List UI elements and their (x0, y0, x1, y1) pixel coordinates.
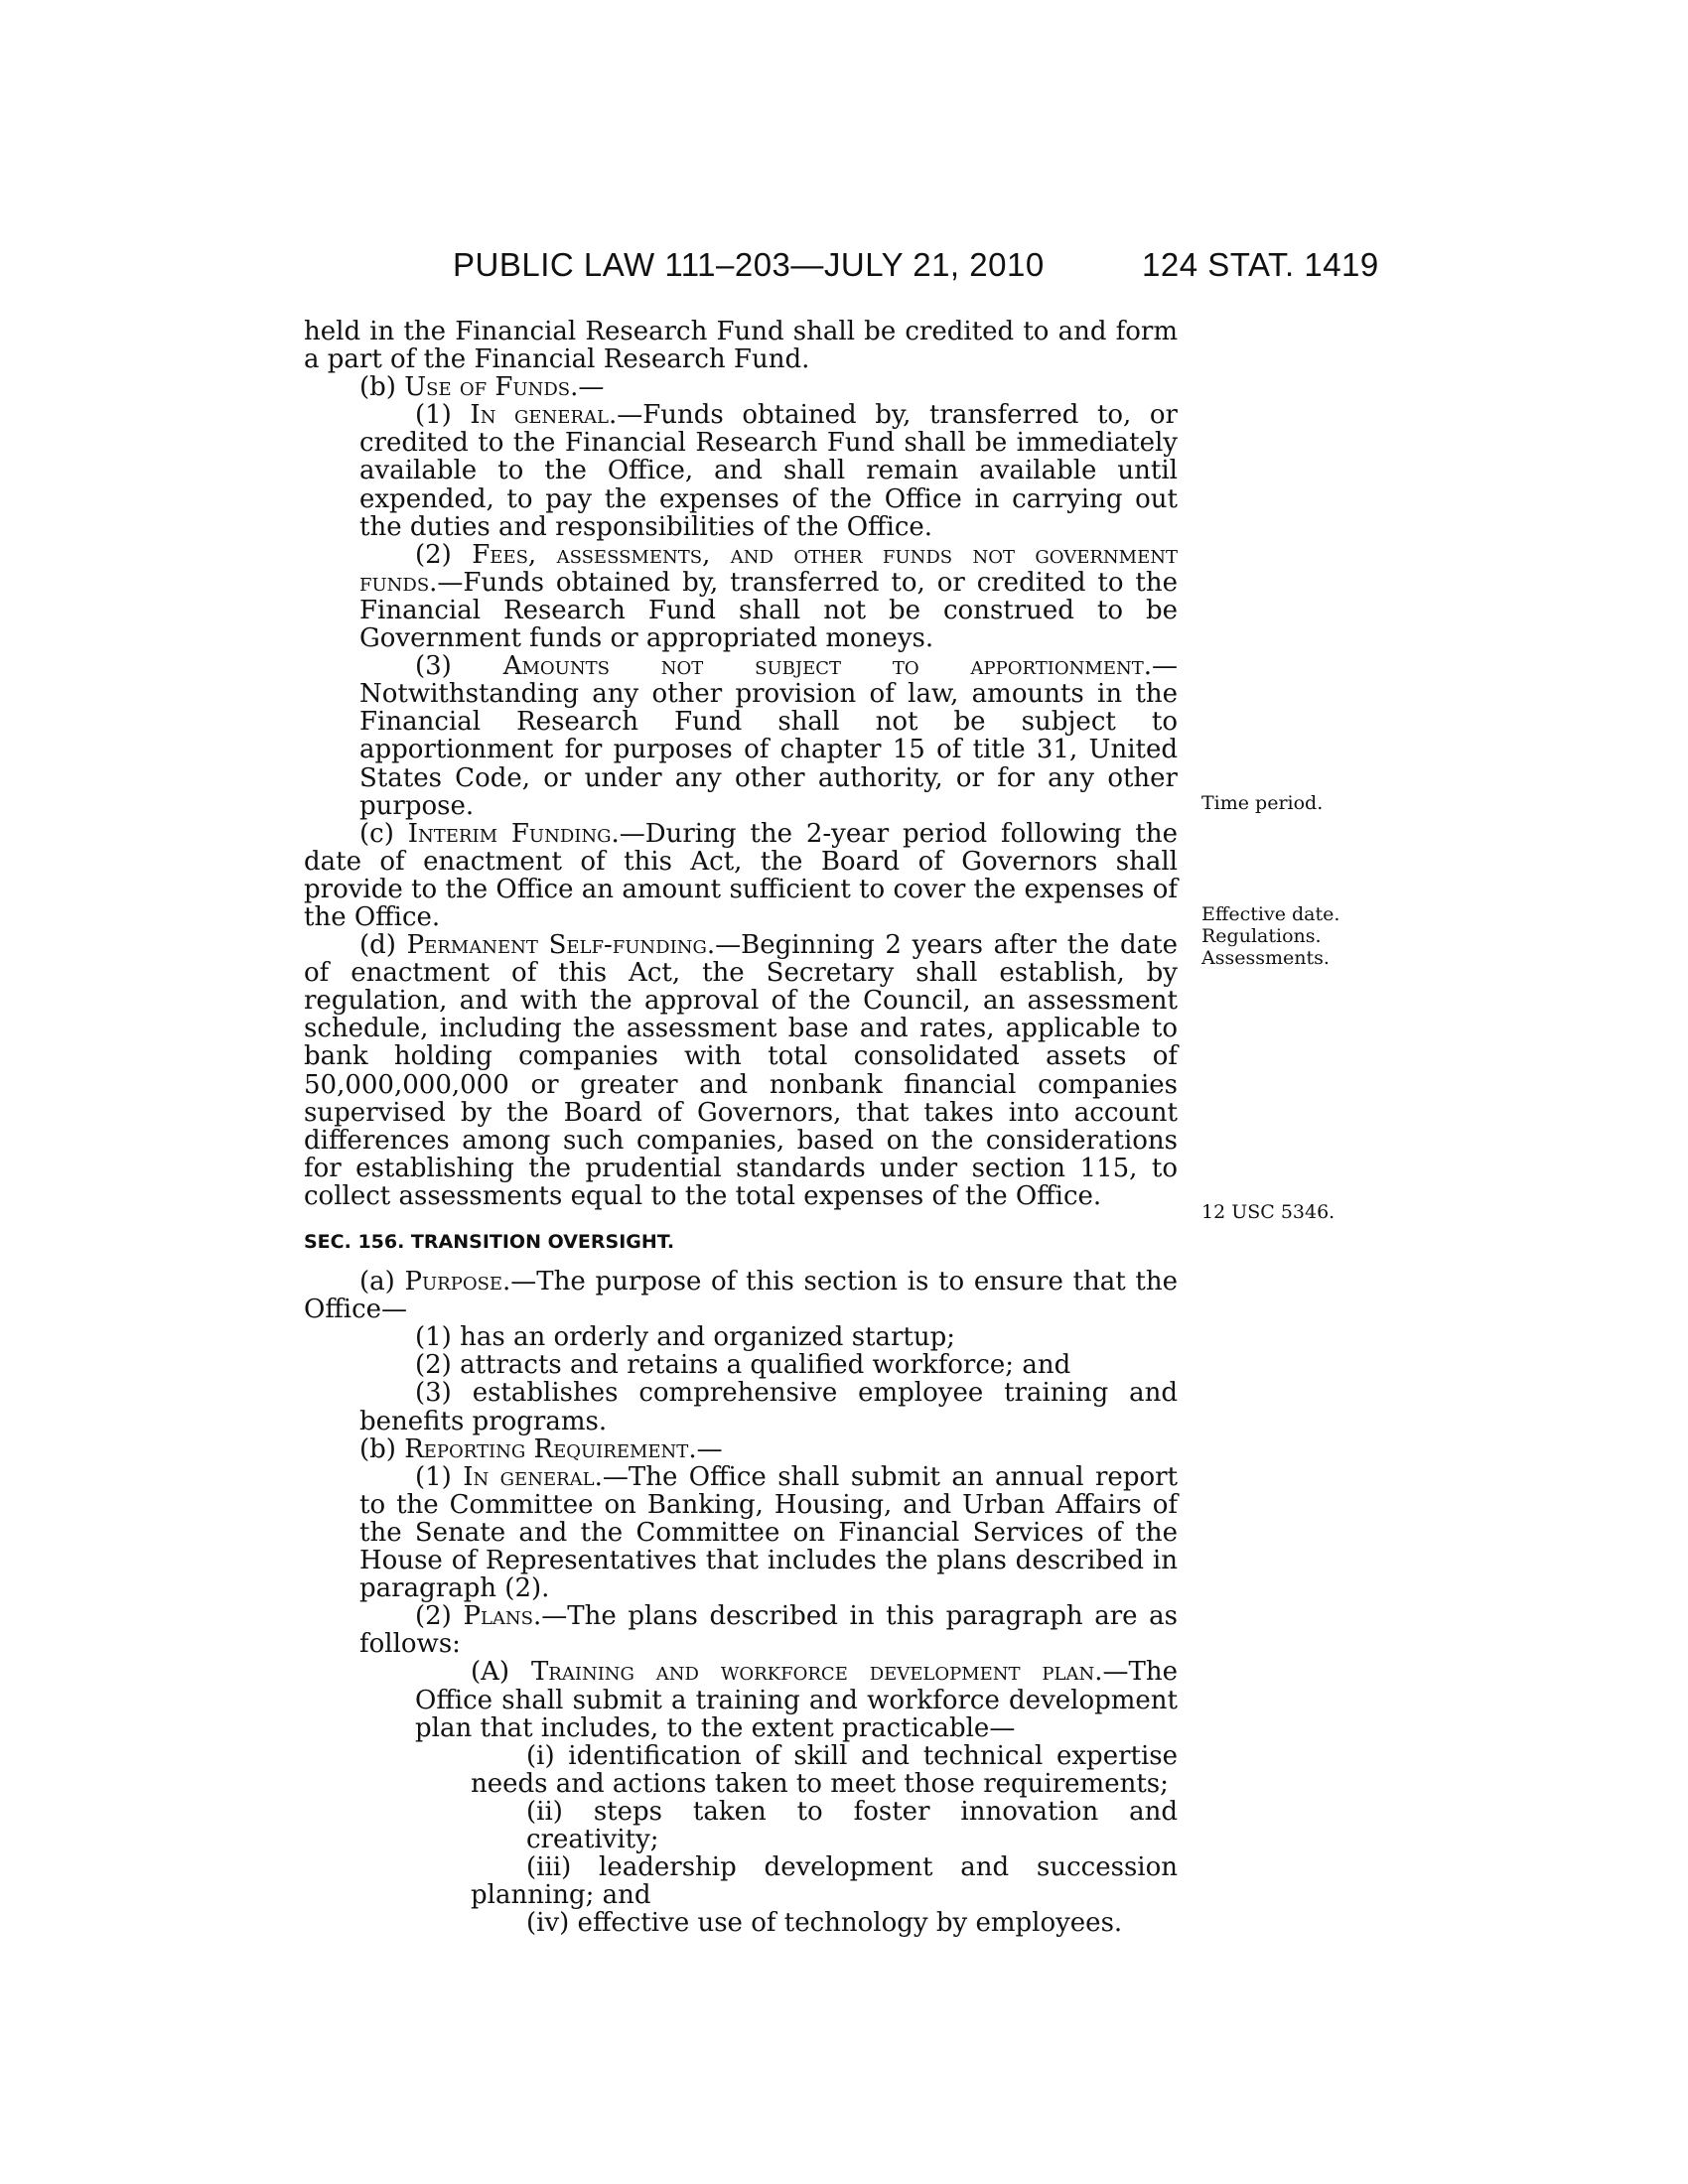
subparagraph-A-title: Training and workforce development plan (530, 1657, 1095, 1688)
list-item-a2: (2) attracts and retains a qualified workforce; and (415, 1350, 1071, 1381)
paragraph-sb1: (1) In general.—The Office shall submit an annual report to the Committee on Banking, Housing, and Urban Affairs of the Senate and the Committee on Financial Services of the House of Representatives that includes the plans described in paragraph (2). (359, 1461, 1178, 1604)
page-header-title: PUBLIC LAW 111–203—JULY 21, 2010 (453, 246, 1045, 283)
subsection-b-reporting-title: Reporting Requirement (404, 1433, 689, 1464)
subsection-c: (c) Interim Funding.—During the 2-year period following the date of enactment of this Act, the Board of Governors shall provide to the Office an amount sufficient to cover the expenses of the Office. (304, 818, 1178, 932)
margin-note-time-period (1201, 792, 1323, 814)
paragraph-b2-title: Fees, assessments, and other funds not government funds (359, 539, 1179, 598)
paragraph-continuation: held in the Financial Research Fund shall be credited to and form a part of the Financial Research Fund. (304, 317, 1178, 375)
subsection-b-title: Use of Funds (404, 372, 571, 403)
subparagraph-A-text: .—The Office shall submit a training and workforce development plan that includes, to the extent practicable— (415, 1657, 1178, 1743)
paragraph-b1-title: In general (470, 400, 609, 431)
clause-ii: (ii) steps taken to foster innovation and creativity; (526, 1796, 1178, 1854)
subsection-d: (d) Permanent Self-funding.—Beginning 2 years after the date of enactment of this Act, the Secretary shall establish, by regulation, and with the approval of the Council, an assessment schedule, including the assessment base and rates, applicable to bank holding companies with total consolidated assets of 50,000,000,000 or greater and nonbank financial companies supervised by the Board of Governors, that takes into account differences among such companies, based on the considerations for establishing the prudential standards under section 115, to collect assessments equal to the total expenses of the Office. (304, 930, 1178, 1211)
paragraph-b2: (2) Fees, assessments, and other funds not government funds.—Funds obtained by, transferred to, or credited to the Financial Research Fund shall not be construed to be Government funds or appropriated moneys. (359, 539, 1179, 654)
paragraph-sb1-title: In general (463, 1461, 595, 1492)
page-header-stat: 124 STAT. 1419 (1142, 246, 1379, 283)
margin-assessments-text: Assessments. (1201, 947, 1330, 969)
document-body (304, 318, 1178, 1937)
subsection-d-text: .—Beginning 2 years after the date of enactment of this Act, the Secretary shall establish, by regulation, and with the approval of the Council, an assessment schedule, including the assessment base and rates, applicable to bank holding companies with total consolidated assets of 50,000,000,000 or greater and nonbank financial companies supervised by the Board of Governors, that takes into account differences among such companies, based on the considerations for establishing the prudential standards under section 115, to collect assessments equal to the total expenses of the Office. (304, 930, 1178, 1211)
subsection-b-reporting-tail: .— (688, 1433, 723, 1464)
clause-iii: (iii) leadership development and succession planning; and (471, 1852, 1178, 1911)
margin-note-effective-date (1201, 903, 1339, 969)
subparagraph-A: (A) Training and workforce development plan.—The Office shall submit a training and workforce development plan that includes, to the extent practicable— (415, 1657, 1178, 1743)
list-item-a3: (3) establishes comprehensive employee training and benefits programs. (359, 1378, 1178, 1436)
list-item-a1: (1) has an orderly and organized startup; (415, 1322, 956, 1353)
subsection-a: (a) Purpose.—The purpose of this section is to ensure that the Office— (304, 1267, 1178, 1325)
paragraph-sb2: (2) Plans.—The plans described in this paragraph are as follows: (359, 1601, 1179, 1660)
paragraph-b3: (3) Amounts not subject to apportionment.—Notwithstanding any other provision of law, amounts in the Financial Research Fund shall not be subject to apportionment for purposes of chapter 15 of title 31, United States Code, or under any other authority, or for any other purpose. (359, 651, 1178, 821)
subsection-a-title: Purpose (404, 1267, 503, 1297)
subsection-b-reporting: (b) Reporting Requirement.— (359, 1433, 723, 1464)
clause-i: (i) identification of skill and technical expertise needs and actions taken to meet those requirements; (471, 1740, 1178, 1799)
paragraph-sb1-text: .—The Office shall submit an annual report to the Committee on Banking, Housing, and Urban Affairs of the Senate and the Committee on Financial Services of the House of Representatives that includes the plans described in paragraph (2). (359, 1461, 1178, 1604)
section-heading: SEC. 156. TRANSITION OVERSIGHT. (304, 1231, 675, 1253)
margin-usc-text: 12 USC 5346. (1201, 1201, 1336, 1223)
paragraph-sb2-title: Plans (463, 1601, 533, 1632)
paragraph-b3-title: Amounts not subject to apportionment (502, 651, 1144, 682)
subsection-a-text: .—The purpose of this section is to ensure that the Office— (304, 1267, 1178, 1325)
subsection-b-heading: (b) Use of Funds.— (359, 372, 605, 403)
paragraph-b1-text: .—Funds obtained by, transferred to, or credited to the Financial Research Fund shall be immediately available to the Office, and shall remain available until expended, to pay the expenses of the Office in carrying out the duties and responsibilities of the Office. (359, 400, 1178, 542)
subsection-c-text: .—During the 2-year period following the date of enactment of this Act, the Board of Governors shall provide to the Office an amount sufficient to cover the expenses of the Office. (304, 818, 1178, 932)
margin-time-period-text: Time period. (1201, 792, 1324, 814)
clause-iv: (iv) effective use of technology by employees. (526, 1908, 1123, 1939)
margin-effective-date-text: Effective date. (1201, 903, 1340, 925)
subsection-c-title: Interim Funding (407, 818, 612, 849)
subsection-d-title: Permanent Self-funding (406, 930, 707, 961)
paragraph-b2-text: .—Funds obtained by, transferred to, or credited to the Financial Research Fund shall not be construed to be Government funds or appropriated moneys. (359, 567, 1178, 654)
margin-note-usc (1201, 1201, 1335, 1223)
subsection-b-tail: .— (570, 372, 605, 403)
paragraph-b3-text: .—Notwithstanding any other provision of law, amounts in the Financial Research Fund shall not be subject to apportionment for purposes of chapter 15 of title 31, United States Code, or under any other authority, or for any other purpose. (359, 651, 1178, 821)
paragraph-sb2-text: .—The plans described in this paragraph are as follows: (359, 1601, 1179, 1660)
paragraph-b1: (1) In general.—Funds obtained by, transferred to, or credited to the Financial Research Fund shall be immediately available to the Office, and shall remain available until expended, to pay the expenses of the Office in carrying out the duties and responsibilities of the Office. (359, 400, 1178, 542)
margin-regulations-text: Regulations. (1201, 925, 1322, 947)
